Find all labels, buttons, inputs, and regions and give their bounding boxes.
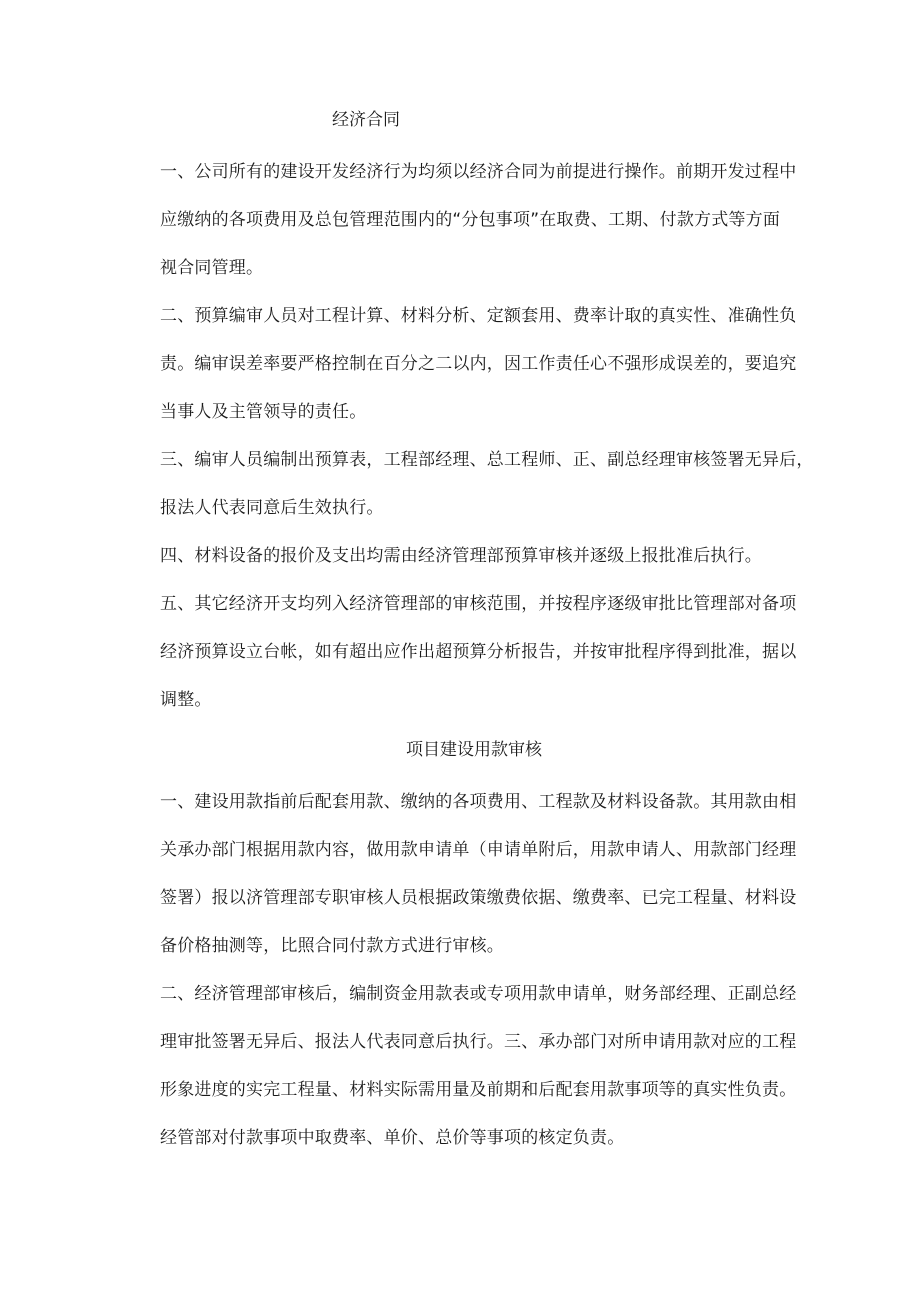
paragraph-line: 理审批签署无异后、报法人代表同意后执行。三、承办部门对所申请用款对应的工程 [160,1032,797,1052]
paragraph-line: 一、公司所有的建设开发经济行为均须以经济合同为前提进行操作。前期开发过程中 [160,162,797,182]
section-title-economic-contract: 经济合同 [332,110,400,130]
paragraph-line: 二、经济管理部审核后，编制资金用款表或专项用款申请单，财务部经理、正副总经 [160,984,797,1004]
paragraph-line: 二、预算编审人员对工程计算、材料分析、定额套用、费率计取的真实性、准确性负 [160,306,797,326]
paragraph-line: 经管部对付款事项中取费率、单价、总价等事项的核定负责。 [160,1128,625,1148]
paragraph-line: 备价格抽测等，比照合同付款方式进行审核。 [160,936,504,956]
paragraph-line: 视合同管理。 [160,258,264,278]
paragraph-line: 一、建设用款指前后配套用款、缴纳的各项费用、工程款及材料设备款。其用款由相 [160,792,797,812]
paragraph-line: 关承办部门根据用款内容，做用款申请单（申请单附后，用款申请人、用款部门经理 [160,840,797,860]
paragraph-line: 形象进度的实完工程量、材料实际需用量及前期和后配套用款事项等的真实性负责。 [160,1080,797,1100]
paragraph-line: 签署）报以济管理部专职审核人员根据政策缴费依据、缴费率、已完工程量、材料设 [160,888,797,908]
paragraph-line: 应缴纳的各项费用及总包管理范围内的“分包事项”在取费、工期、付款方式等方面 [160,210,781,230]
paragraph-line: 经济预算设立台帐，如有超出应作出超预算分析报告，并按审批程序得到批准，据以 [160,642,797,662]
paragraph-line: 四、材料设备的报价及支出均需由经济管理部预算审核并逐级上报批准后执行。 [160,546,762,566]
paragraph-line: 三、编审人员编制出预算表，工程部经理、总工程师、正、副总经理审核签署无异后， [160,450,814,470]
paragraph-line: 当事人及主管领导的责任。 [160,402,367,422]
paragraph-line: 责。编审误差率要严格控制在百分之二以内，因工作责任心不强形成误差的，要追究 [160,354,797,374]
paragraph-line: 报法人代表同意后生效执行。 [160,498,384,518]
paragraph-line: 调整。 [160,690,212,710]
section-title-project-payment-review: 项目建设用款审核 [406,740,542,760]
paragraph-line: 五、其它经济开支均列入经济管理部的审核范围，并按程序逐级审批比管理部对备项 [160,594,797,614]
